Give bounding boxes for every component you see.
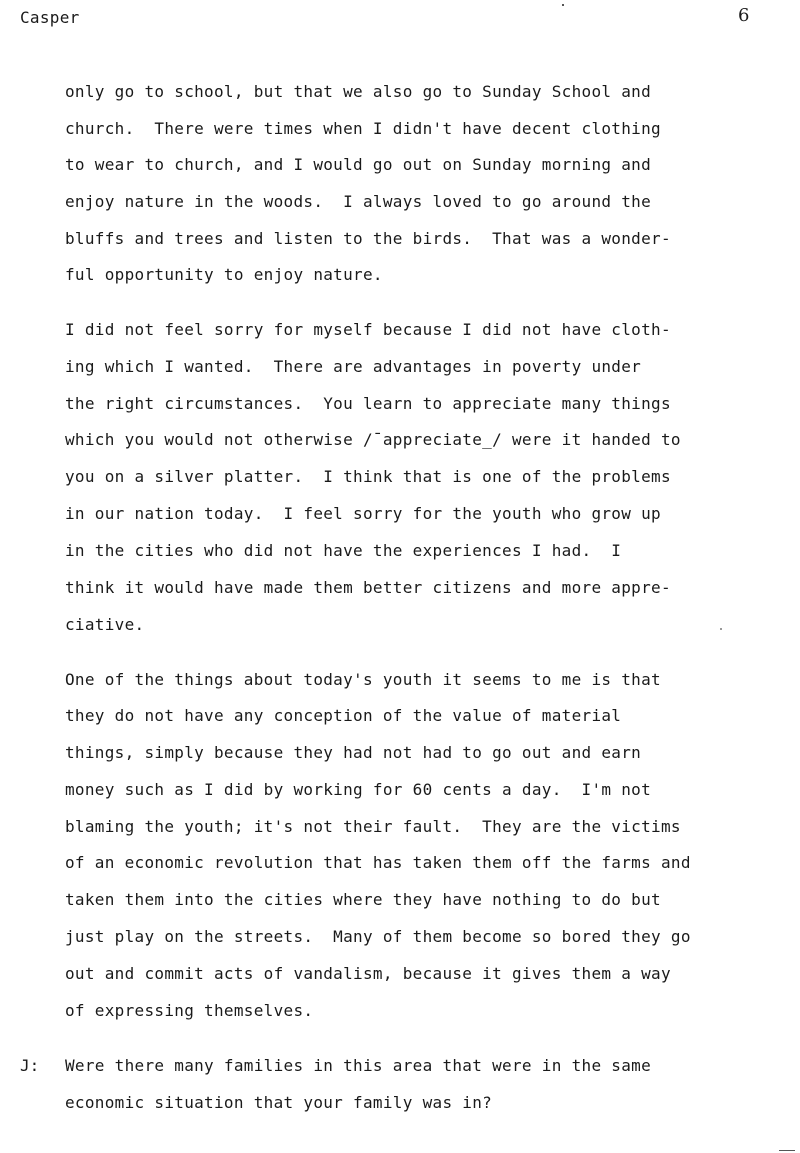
text-line: think it would have made them better citizens and more appre- bbox=[65, 578, 671, 597]
text-line: economic situation that your family was in? bbox=[65, 1093, 493, 1112]
text-line: of an economic revolution that has taken them off the farms and bbox=[65, 853, 691, 872]
text-line: they do not have any conception of the value of material bbox=[65, 706, 622, 725]
text-line: church. There were times when I didn't have decent clothing bbox=[65, 119, 661, 138]
text-line: bluffs and trees and listen to the birds. That was a wonder- bbox=[65, 229, 671, 248]
text-line: the right circumstances. You learn to appreciate many things bbox=[65, 394, 671, 413]
speaker-label: J: bbox=[20, 1056, 40, 1075]
scan-speck bbox=[720, 628, 722, 630]
text-line: money such as I did by working for 60 cents a day. I'm not bbox=[65, 780, 652, 799]
text-line: things, simply because they had not had to go out and earn bbox=[65, 743, 642, 762]
text-line: in the cities who did not have the experiences I had. I bbox=[65, 541, 622, 560]
text-line: ing which I wanted. There are advantages in poverty under bbox=[65, 357, 642, 376]
page-number: 6 bbox=[738, 5, 750, 26]
scan-edge-mark bbox=[779, 1150, 795, 1151]
text-line: you on a silver platter. I think that is one of the problems bbox=[65, 467, 671, 486]
text-line: taken them into the cities where they have nothing to do but bbox=[65, 890, 661, 909]
text-line: of expressing themselves. bbox=[65, 1001, 314, 1020]
text-line: blaming the youth; it's not their fault. They are the victims bbox=[65, 817, 681, 836]
text-line: out and commit acts of vandalism, because it gives them a way bbox=[65, 964, 671, 983]
text-line: enjoy nature in the woods. I always loved to go around the bbox=[65, 192, 652, 211]
text-line: One of the things about today's youth it seems to me is that bbox=[65, 670, 661, 689]
text-line: I did not feel sorry for myself because I did not have cloth- bbox=[65, 320, 671, 339]
text-line: Were there many families in this area that were in the same bbox=[65, 1056, 652, 1075]
text-line: which you would not otherwise /¯appreciate_/ were it handed to bbox=[65, 430, 681, 449]
text-line: just play on the streets. Many of them become so bored they go bbox=[65, 927, 691, 946]
scan-speck bbox=[562, 4, 564, 6]
text-line: only go to school, but that we also go to Sunday School and bbox=[65, 82, 652, 101]
text-line: in our nation today. I feel sorry for the youth who grow up bbox=[65, 504, 661, 523]
header-name: Casper bbox=[20, 8, 80, 27]
text-line: ful opportunity to enjoy nature. bbox=[65, 265, 383, 284]
text-line: to wear to church, and I would go out on Sunday morning and bbox=[65, 155, 652, 174]
text-line: ciative. bbox=[65, 615, 145, 634]
